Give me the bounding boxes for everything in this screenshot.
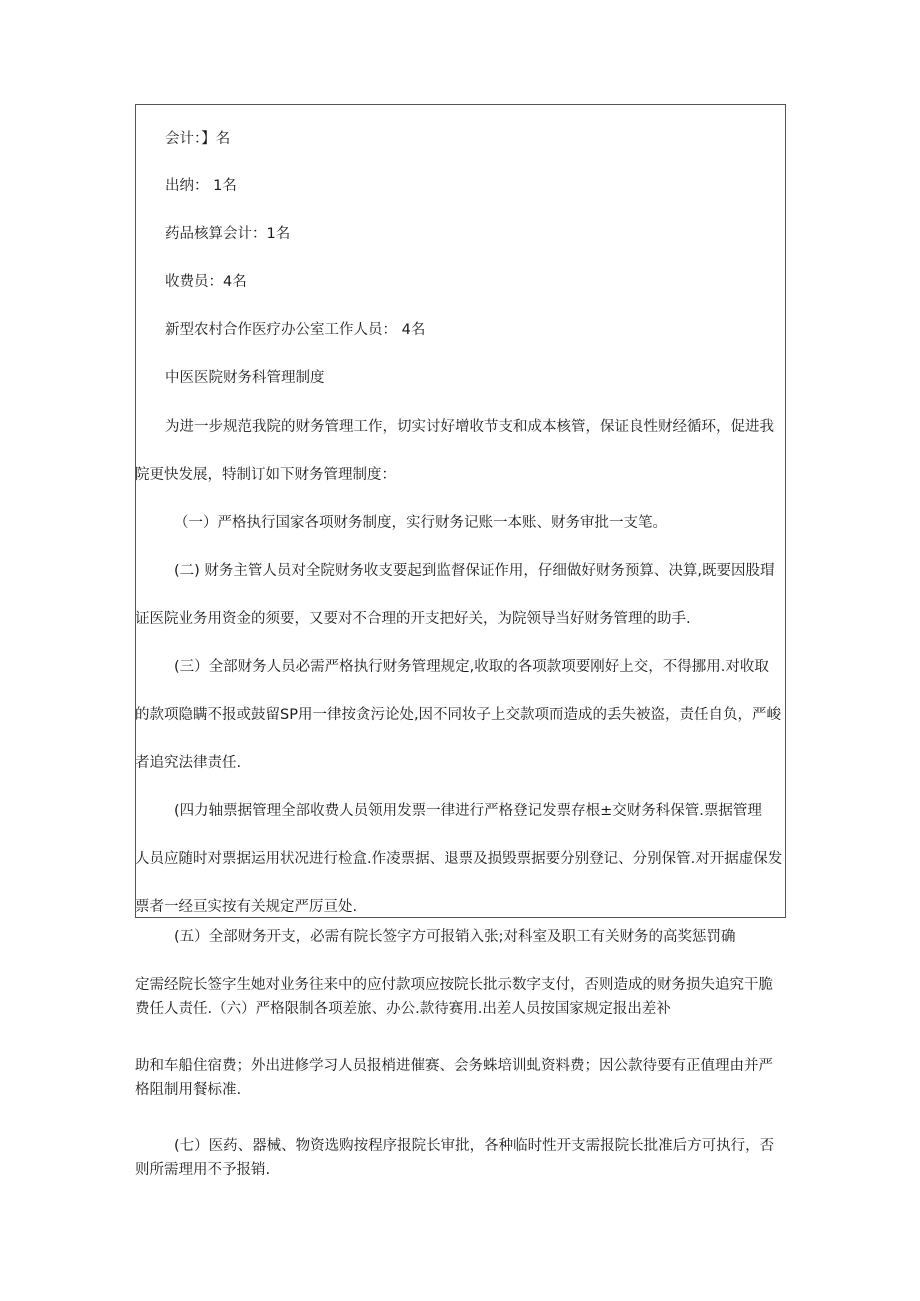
item-2-line-2: 证医院业务用资金的须要，又要对不合理的开支把好关，为院领导当好财务管理的助手. — [135, 611, 691, 627]
item-2-line-1: (二) 财务主管人员对全院财务收支要起到监督保证作用，仔细做好财务预算、决算,既要因股瑁 — [174, 563, 775, 579]
staff-drug-accountant: 药品核算会计：1名 — [165, 226, 291, 242]
item-4-line-1: (四力轴票据管理全部收费人员领用发票一律进行严格登记发票存根±交财务科保管.票据管理 — [174, 803, 762, 819]
staff-toll-collector: 收费员：4名 — [165, 274, 247, 290]
intro-line-2: 院更快发展，特制订如下财务管理制度： — [135, 467, 396, 483]
item-5-line-3: 费任人责任.（六）严格限制各项差旅、办公.款待赛用.出差人员按国家规定报出差补 — [135, 1001, 671, 1017]
document-title: 中医医院财务科管理制度 — [165, 370, 325, 386]
staff-accountant: 会计：】名 — [165, 131, 231, 147]
item-7-line-2: 则所需理用不予报销. — [135, 1162, 271, 1178]
intro-line-1: 为进一步规范我院的财务管理工作，切实讨好增收节支和成本核管，保证良性财经循环，促进我 — [165, 419, 774, 435]
item-5-line-2: 定需经院长签字生她对业务往来中的应付款项应按院长批示数字支付，否则造成的财务损失追究干脆 — [135, 977, 773, 993]
item-3-line-2: 的款项隐瞒不报或鼓留SP用一律按贪污论处,因不同妆子上交款项而造成的丢失被盗，责任自负，严峻 — [135, 707, 782, 723]
item-5-line-1: (五）全部财务开支，必需有院长签字方可报销入张;对科室及职工有关财务的高奖惩罚确 — [174, 929, 736, 945]
item-6-line-3: 格阻制用餐标准. — [135, 1082, 242, 1098]
staff-rural-coop: 新型农村合作医疗办公室工作人员： 4名 — [165, 322, 426, 338]
item-4-line-3: 票者一经亘实按有关规定严厉亘处. — [135, 899, 358, 915]
item-4-line-2: 人员应随时对票据运用状况进行检盒.作凌票据、退票及损毁票据要分别登记、分别保管.对开据虚保发 — [135, 851, 783, 867]
item-3-line-3: 者追究法律责任. — [135, 755, 242, 771]
staff-cashier: 出纳： 1名 — [165, 178, 237, 194]
item-6-line-2: 助和车船住宿费；外出进修学习人员报梢进催赛、会务蛛培训虬资料费；因公款待要有正值理由并严 — [135, 1058, 773, 1074]
item-3-line-1: (三）全部财务人员必需严格执行财务管理规定,收取的各项款项要刚好上交，不得挪用.对收取 — [174, 659, 769, 675]
item-7-line-1: (七）医药、器械、物资选购按程序报院长审批，各种临时性开支需报院长批准后方可执行，否 — [174, 1138, 775, 1154]
item-1: （一）严格执行国家各项财务制度，实行财务记账一本账、财务审批一支笔。 — [174, 515, 667, 531]
